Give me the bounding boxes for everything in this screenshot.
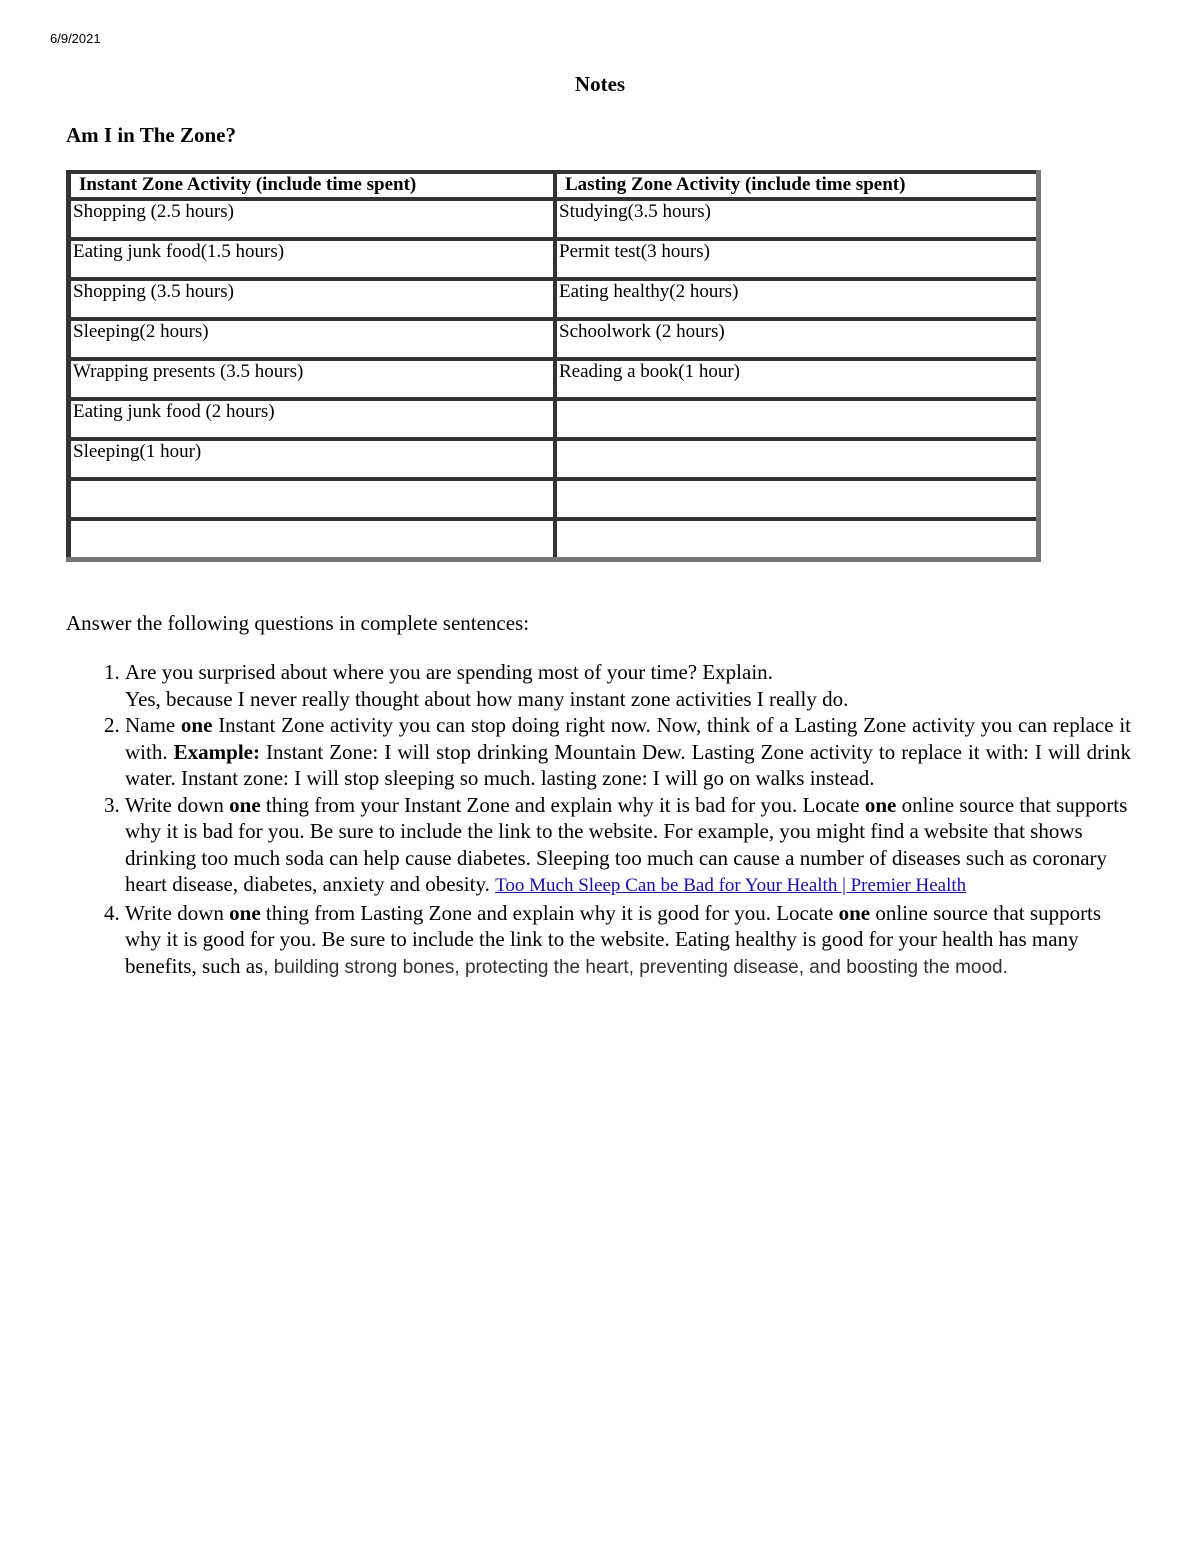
question-4-answer: online source that supports why it is good for you. Be sure to include the link to the website. Eating healthy is good for your health has many benefits, such as (125, 900, 1102, 978)
question-1-answer: Yes, because I never really thought about how many instant zone activities I really do. (125, 686, 849, 711)
question-2-emphasis: one (180, 713, 213, 737)
question-3-text: Write down (125, 792, 230, 817)
table-row (69, 319, 1039, 359)
question-2 (125, 712, 1131, 792)
table-row (69, 279, 1039, 319)
instant-zone-cell (69, 479, 556, 519)
table-row (69, 239, 1039, 279)
question-4-emphasis: one (838, 900, 871, 925)
instant-zone-cell: Wrapping presents (3.5 hours) (69, 359, 556, 399)
question-2-text: Name (125, 713, 181, 737)
table-row (69, 439, 1039, 479)
source-link[interactable]: Too Much Sleep Can be Bad for Your Health | Premier Health (495, 875, 967, 896)
question-4-answer-continued: , building strong bones, protecting the heart, preventing disease, and boosting the mood. (263, 956, 1008, 978)
lasting-zone-cell (555, 439, 1039, 479)
questions-list (66, 659, 1131, 981)
question-3 (125, 792, 1131, 900)
lasting-zone-cell (555, 399, 1039, 439)
lasting-zone-cell: Schoolwork (2 hours) (555, 319, 1039, 359)
table-row (69, 479, 1039, 519)
lasting-zone-cell: Eating healthy(2 hours) (555, 279, 1039, 319)
instant-zone-cell: Eating junk food(1.5 hours) (69, 239, 556, 279)
section-heading: Am I in The Zone? (66, 123, 236, 147)
table-row (69, 199, 1039, 239)
lasting-zone-cell (555, 519, 1039, 560)
table-row (69, 399, 1039, 439)
lasting-zone-cell (555, 479, 1039, 519)
table-row (69, 519, 1039, 560)
question-3-emphasis: one (229, 792, 261, 817)
lasting-zone-header: Lasting Zone Activity (include time spent) (555, 172, 1039, 199)
zone-activity-table (66, 170, 1041, 562)
instant-zone-cell: Sleeping(1 hour) (69, 439, 556, 479)
table-header-row (69, 172, 1039, 199)
lasting-zone-cell: Permit test(3 hours) (555, 239, 1039, 279)
instant-zone-cell: Shopping (3.5 hours) (69, 279, 556, 319)
instant-zone-cell: Sleeping(2 hours) (69, 319, 556, 359)
question-2-text: Instant Zone activity you can stop doing right now. Now, think of a Lasting Zone activity you can replace it with. (125, 713, 1131, 764)
question-3-text: thing from your Instant Zone and explain why it is bad for you. Locate (260, 792, 865, 817)
question-4-text: Write down (125, 900, 230, 925)
table-row (69, 359, 1039, 399)
question-4 (125, 900, 1131, 982)
question-4-text: thing from Lasting Zone and explain why it is good for you. Locate (260, 900, 839, 925)
question-4-emphasis: one (229, 900, 261, 925)
question-3-answer: online source that supports why it is bad for you. Be sure to include the link to the website. For example, you might find a website that shows drinking too much soda can help cause diabetes. Sleeping too much can cause a number of diseases such as coronary heart disease, diabetes, anxiety and obesity. (125, 792, 1128, 896)
lasting-zone-cell: Reading a book(1 hour) (555, 359, 1039, 399)
question-2-example-label: Example: (173, 739, 260, 764)
page-title: Notes (574, 72, 626, 96)
question-3-emphasis: one (864, 792, 897, 817)
lasting-zone-cell: Studying(3.5 hours) (555, 199, 1039, 239)
questions-prompt: Answer the following questions in complete sentences: (66, 611, 530, 635)
question-2-answer: Instant Zone: I will stop drinking Mountain Dew. Lasting Zone activity to replace it with: I will drink water. Instant zone: I will stop sleeping so much. lasting zone: I will go on walks instead. (125, 739, 1131, 790)
document-date: 6/9/2021 (50, 31, 101, 46)
instant-zone-cell: Eating junk food (2 hours) (69, 399, 556, 439)
table-body (69, 199, 1039, 560)
question-1 (125, 659, 1131, 712)
instant-zone-cell: Shopping (2.5 hours) (69, 199, 556, 239)
instant-zone-cell (69, 519, 556, 560)
question-1-text: Are you surprised about where you are spending most of your time? Explain. (125, 660, 773, 684)
instant-zone-header: Instant Zone Activity (include time spent) (69, 172, 556, 199)
